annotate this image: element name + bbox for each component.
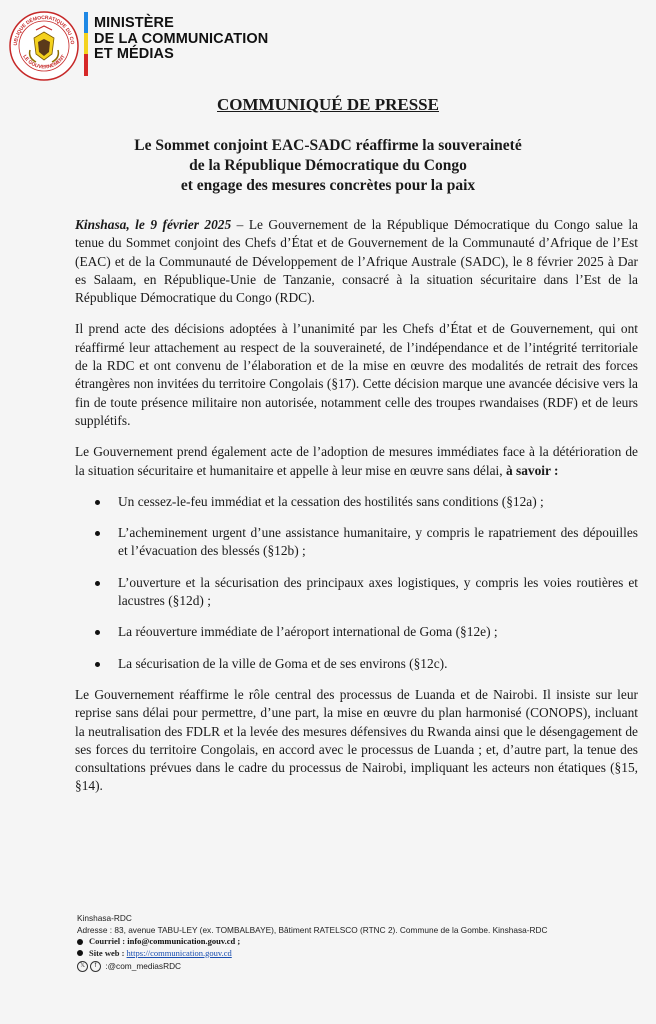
paragraph-3-bold: à savoir : (505, 462, 559, 478)
facebook-icon[interactable]: f (90, 961, 101, 972)
twitter-icon[interactable]: 𝕏 (77, 961, 88, 972)
ministry-line-2: DE LA COMMUNICATION (94, 30, 269, 47)
email-link[interactable]: info@communication.gouv.cd ; (127, 936, 241, 946)
measures-list (75, 493, 638, 673)
paragraph-3 (75, 443, 638, 480)
dateline: Kinshasa, le 9 février 2025 (75, 217, 232, 232)
list-item-text: Un cessez-le-feu immédiat et la cessation des hostilités sans conditions (§12a) ; (118, 493, 544, 509)
paragraph-1 (75, 216, 638, 307)
footer-email-row (77, 936, 637, 948)
bullet-icon (95, 531, 100, 536)
headline-line-1: Le Sommet conjoint EAC-SADC réaffirme la souveraineté (134, 137, 522, 154)
flag-color-bar (84, 12, 88, 76)
email-label: Courriel : (89, 936, 128, 946)
paragraph-1-text: – Le Gouvernement de la République Démocratique du Congo salue la tenue du Sommet conjoint des Chefs d’État et de Gouvernement de la Communauté d’Afrique de l’Est (EAC) et de la Communauté de Développement de l’Afrique Australe (SADC), le 8 février 2025 à Dar es Salaam, en République-Unie de Tanzanie, consacré à la situation sécuritaire dans l’Est de la République Démocratique du Congo (RDC). (75, 217, 638, 306)
bullet-icon (95, 500, 100, 505)
footer-site-row (77, 948, 637, 960)
ministry-line-3: ET MÉDIAS (94, 46, 174, 62)
bullet-icon (95, 630, 100, 635)
footer-address: Adresse : 83, avenue TABU-LEY (ex. TOMBALBAYE), Bâtiment RATELSCO (RTNC 2). Commune de la Gombe. Kinshasa-RDC (77, 924, 548, 935)
bullet-icon (95, 581, 100, 586)
list-item (75, 623, 638, 641)
ministry-name (94, 16, 268, 63)
list-item (75, 524, 638, 561)
press-release-body (75, 216, 638, 809)
ministry-line-1: MINISTÈRE (94, 15, 174, 31)
bullet-icon (77, 939, 83, 945)
letterhead (0, 0, 656, 95)
website-link[interactable]: https://communication.gouv.cd (126, 947, 232, 958)
footer (77, 913, 637, 973)
site-label: Site web : (89, 947, 127, 958)
seal-text-top: UBLIQUE DÉMOCRATIQUE DU CO (12, 14, 75, 46)
bullet-icon (77, 950, 83, 956)
list-item (75, 574, 638, 611)
document-title: COMMUNIQUÉ DE PRESSE (217, 95, 439, 114)
seal-text-bottom: LE GOUVERNEMENT (21, 53, 67, 71)
headline-line-2: de la République Démocratique du Congo (189, 157, 467, 174)
footer-social-row (77, 961, 637, 973)
headline (60, 136, 596, 196)
list-item-text: L’acheminement urgent d’une assistance humanitaire, y compris le rapatriement des dépouilles et l’évacuation des blessés (§12b) ; (118, 525, 638, 559)
government-seal-icon (8, 10, 80, 82)
social-handle[interactable]: :@com_mediasRDC (105, 961, 182, 971)
paragraph-2: Il prend acte des décisions adoptées à l’unanimité par les Chefs d’État et de Gouvernement, qui ont réaffirmé leur attachement au respect de la souveraineté, de l’indépendance et de l’intégrité territoriale de la RDC et ont convenu de l’élaboration et de la mise en œuvre des modalités de retrait des forces étrangères non invitées du territoire Congolais (§17). Cette décision marque une avancée décisive vers la fin de toute présence militaire non autorisée, notamment celle des troupes rwandaises (RDF) et de leurs supplétifs. (75, 321, 638, 428)
paragraph-4: Le Gouvernement réaffirme le rôle central des processus de Luanda et de Nairobi. Il insiste sur leur reprise sans délai pour permettre, d’une part, la mise en œuvre du plan harmonisé (CONOPS), incluant la neutralisation des FDLR et la levée des mesures défensives du Rwanda ainsi que le désengagement de ses forces du territoire Congolais, en accord avec le processus de Luanda ; et, d’autre part, la tenue des consultations prévues dans le cadre du processus de Nairobi, impliquant les acteurs non étatiques (§15, §14). (75, 686, 638, 794)
paragraph-3-text: Le Gouvernement prend également acte de l’adoption de mesures immédiates face à la détérioration de la situation sécuritaire et humanitaire et appelle à leur mise en œuvre sans délai, (75, 444, 638, 478)
list-item (75, 493, 638, 511)
footer-city: Kinshasa-RDC (77, 913, 132, 923)
list-item (75, 655, 638, 673)
list-item-text: La sécurisation de la ville de Goma et de ses environs (§12c). (118, 655, 448, 671)
list-item-text: La réouverture immédiate de l’aéroport international de Goma (§12e) ; (118, 624, 498, 640)
headline-line-3: et engage des mesures concrètes pour la paix (180, 177, 476, 194)
list-item-text: L’ouverture et la sécurisation des principaux axes logistiques, y compris les voies routières et lacustres (§12d) ; (118, 574, 638, 609)
bullet-icon (95, 662, 100, 667)
